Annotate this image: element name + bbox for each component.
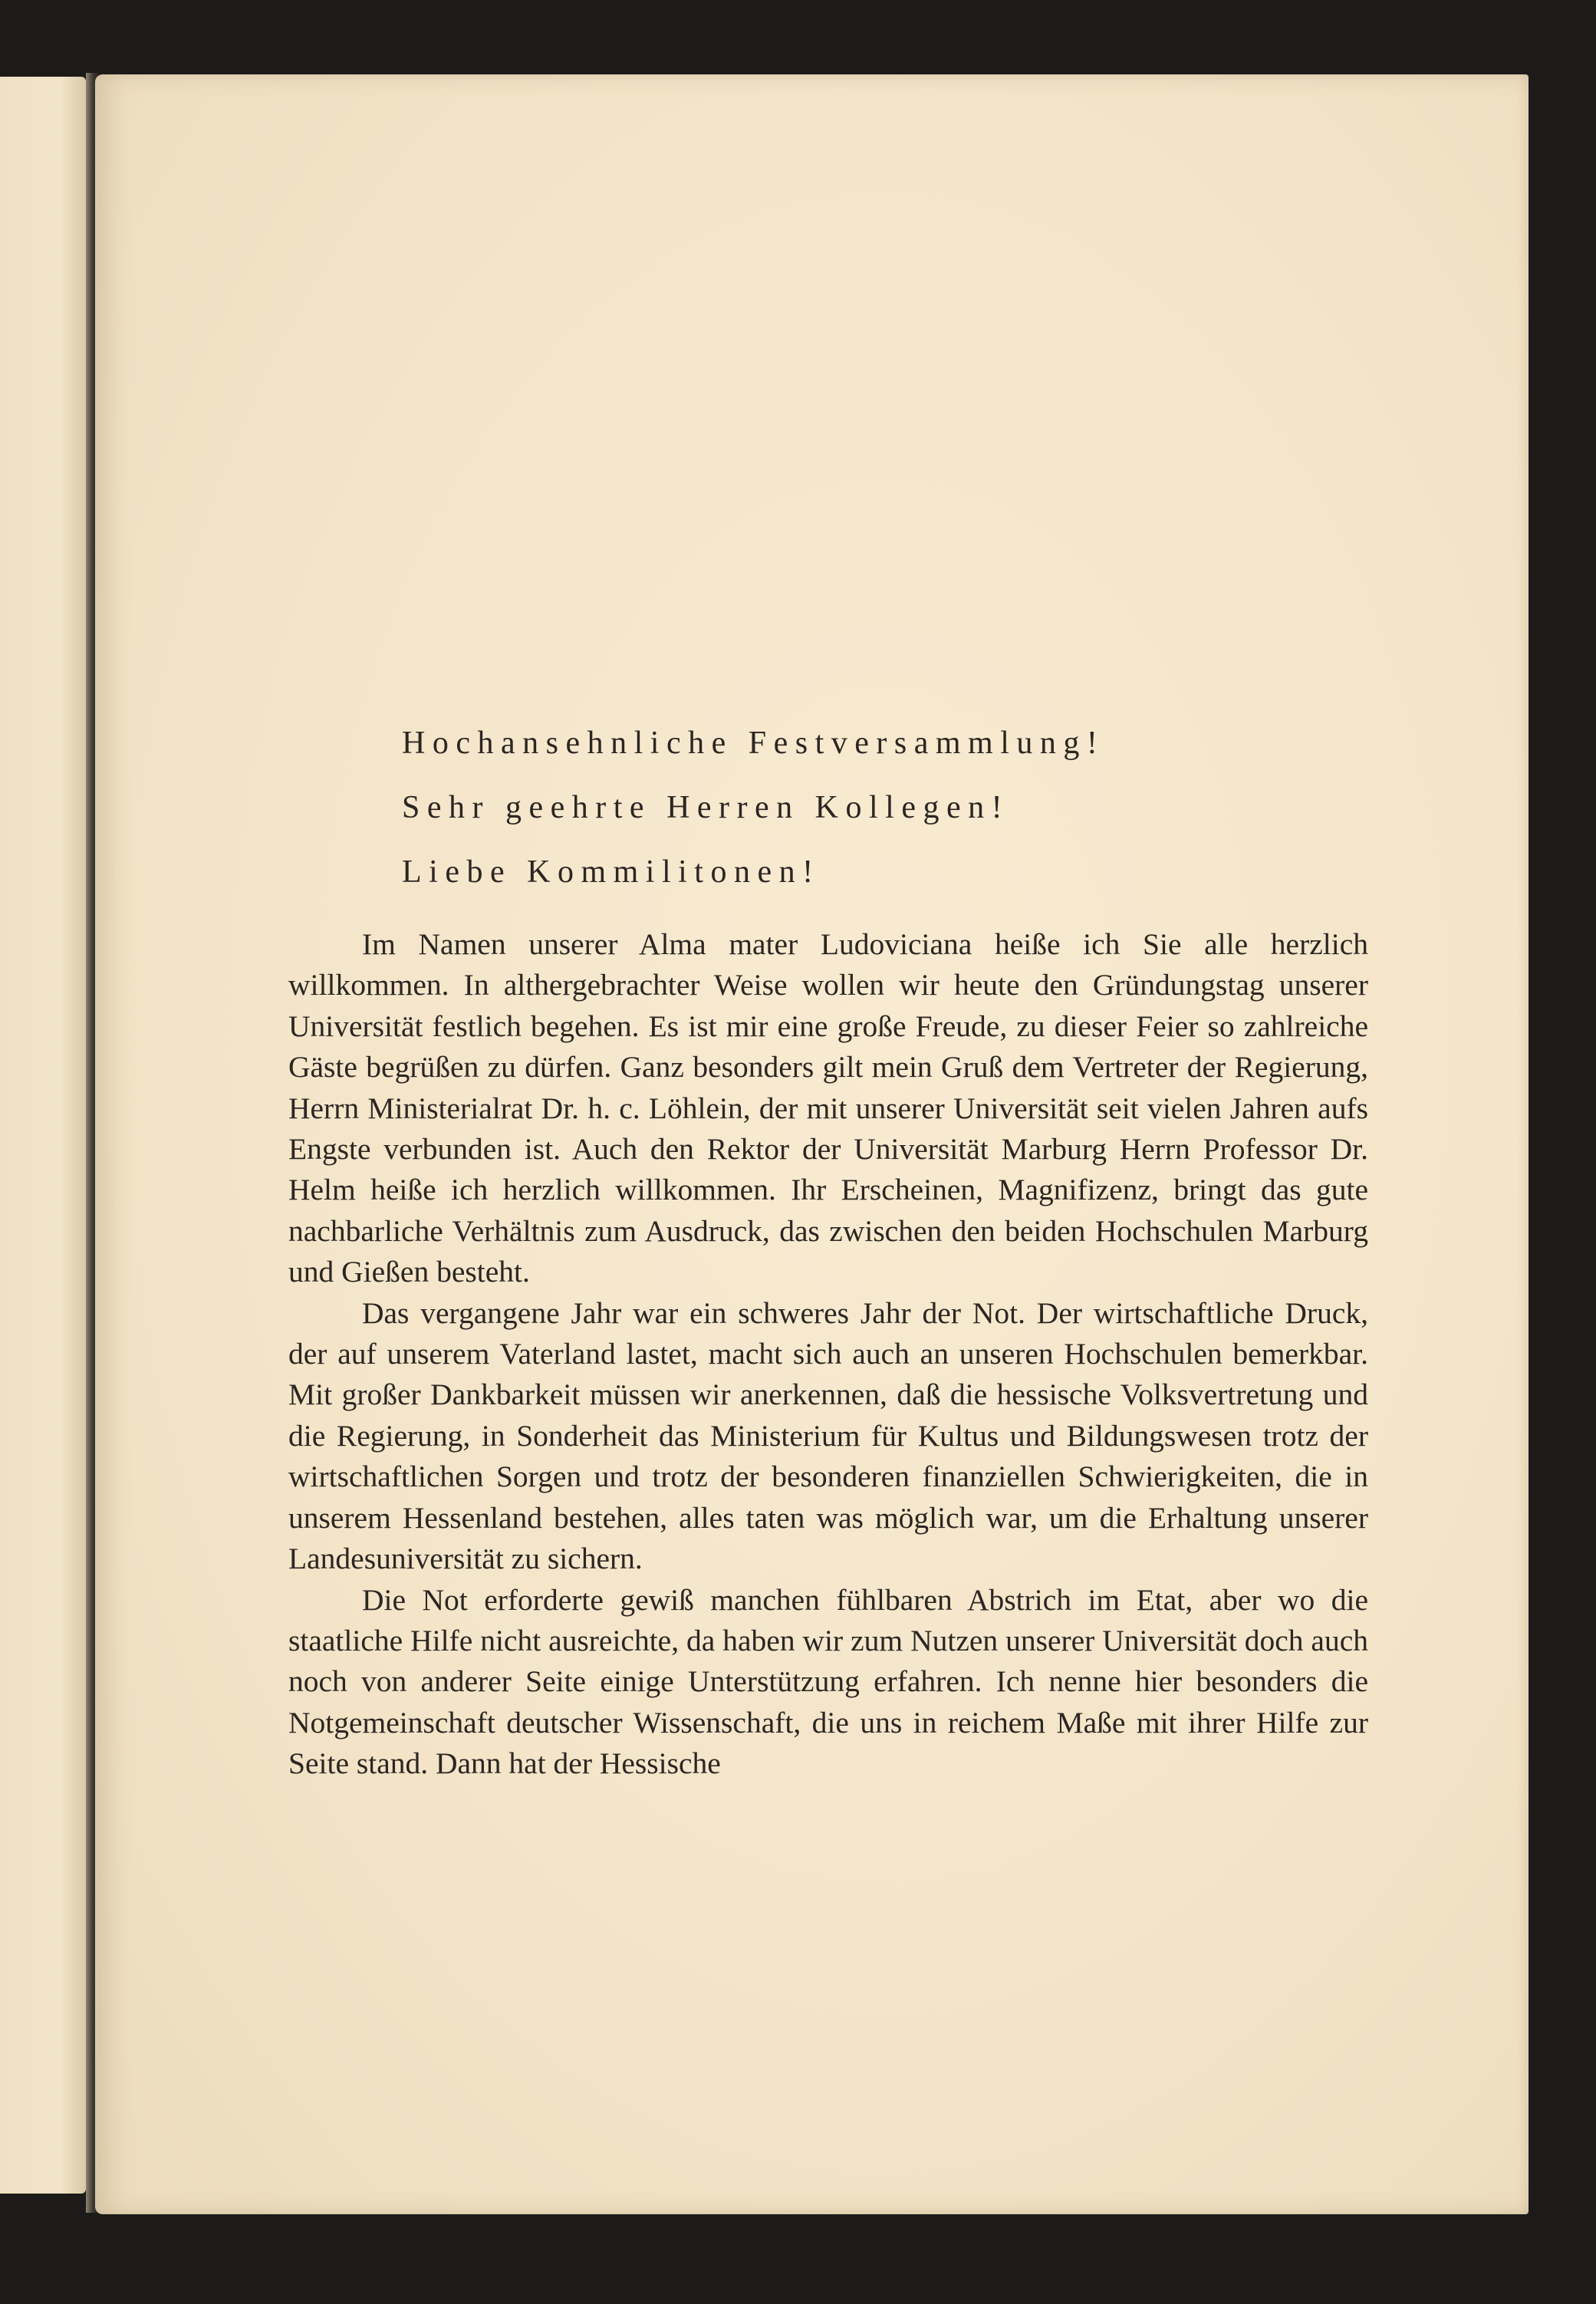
paragraph: Die Not erforderte gewiß manchen fühlbaren Abstrich im Etat, aber wo die staatliche Hilfe nicht ausreichte, da haben wir zum Nutzen unserer Universität doch auch noch von anderer Seite einige Unterstützung erfahren. Ich nenne hier besonders die Notgemeinschaft deutscher Wissenschaft, die uns in reichem Maße mit ihrer Hilfe zur Seite stand. Dann hat der Hessische bbox=[288, 1582, 1368, 1781]
page-text bbox=[288, 711, 1368, 1785]
book-page bbox=[95, 74, 1529, 2214]
salutation-line: Hochansehnliche Festversammlung! bbox=[402, 726, 1105, 761]
body-text bbox=[288, 924, 1368, 1785]
paragraph: Im Namen unserer Alma mater Ludoviciana heiße ich Sie alle herzlich willkommen. In althergebrachter Weise wollen wir heute den Gründungstag unserer Universität festlich begehen. Es ist mir eine große Freude, zu dieser Feier so zahlreiche Gäste begrüßen zu dürfen. Ganz besonders gilt mein Gruß dem Vertreter der Regierung, Herrn Ministerialrat Dr. h. c. Löhlein, der mit unserer Universität seit vielen Jahren aufs Engste verbunden ist. Auch den Rektor der Universität Marburg Herrn Professor Dr. Helm heiße ich herzlich willkommen. Ihr Erscheinen, Magnifizenz, bringt das gute nachbarliche Verhältnis zum Ausdruck, das zwischen den beiden Hochschulen Marburg und Gießen besteht. bbox=[288, 927, 1368, 1289]
paragraph: Das vergangene Jahr war ein schweres Jahr der Not. Der wirtschaftliche Druck, der auf unserem Vaterland lastet, macht sich auch an unseren Hochschulen bemerkbar. Mit großer Dankbarkeit müssen wir anerkennen, daß die hessische Volksvertretung und die Regierung, in Sonderheit das Ministerium für Kultus und Bildungswesen trotz der wirtschaftlichen Sorgen und trotz der besonderen finanziellen Schwierigkeiten, die in unserem Hessenland bestehen, alles taten was möglich war, um die Erhaltung unserer Landesuniversität zu sichern. bbox=[288, 1295, 1368, 1576]
salutation-line: Sehr geehrte Herren Kollegen! bbox=[402, 790, 1010, 825]
facing-page-edge bbox=[0, 77, 86, 2194]
salutation-line: Liebe Kommilitonen! bbox=[402, 854, 821, 890]
